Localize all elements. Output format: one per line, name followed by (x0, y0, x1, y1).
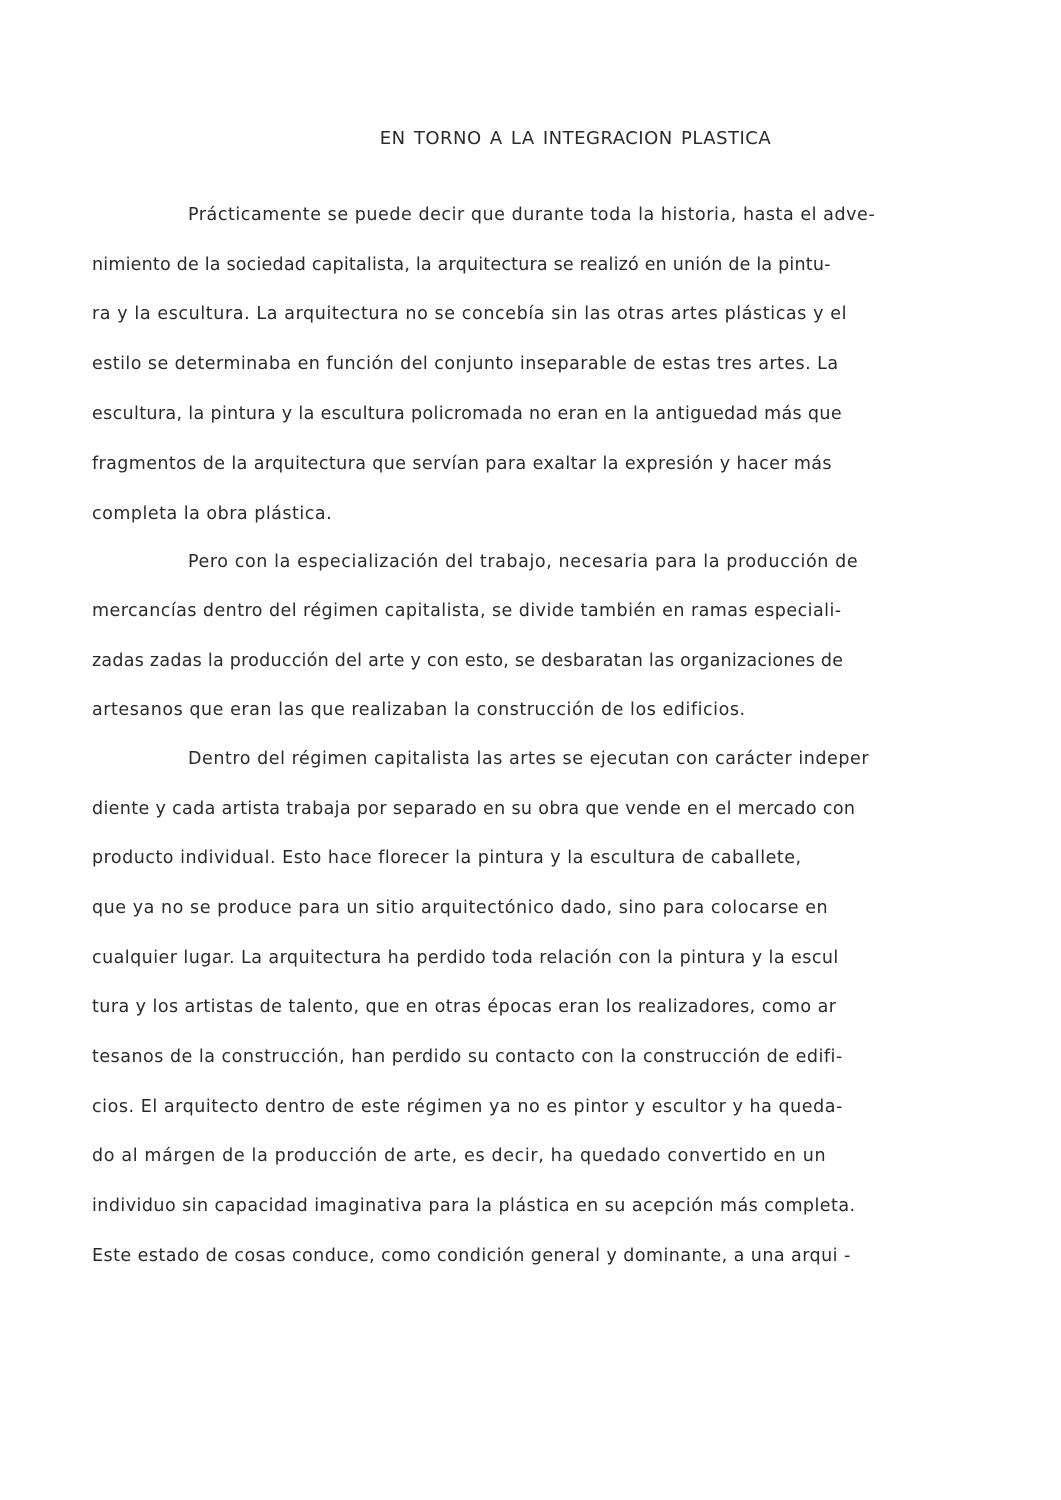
paragraph-line: tura y los artistas de talento, que en otras épocas eran los realizadores, como ar (92, 997, 837, 1017)
paragraph-line: escultura, la pintura y la escultura policromada no eran en la antiguedad más que (92, 404, 842, 424)
paragraph-line: mercancías dentro del régimen capitalista, se divide también en ramas especiali- (92, 601, 842, 621)
paragraph-line: do al márgen de la producción de arte, es decir, ha quedado convertido en un (92, 1146, 827, 1166)
paragraph-line: Prácticamente se puede decir que durante toda la historia, hasta el adve- (188, 205, 876, 225)
paragraph-line: cualquier lugar. La arquitectura ha perdido toda relación con la pintura y la escul (92, 948, 839, 968)
paragraph-line: completa la obra plástica. (92, 504, 333, 524)
paragraph-line: tesanos de la construcción, han perdido su contacto con la construcción de edifi- (92, 1047, 843, 1067)
paragraph-line: diente y cada artista trabaja por separado en su obra que vende en el mercado con (92, 799, 856, 819)
paragraph-line: nimiento de la sociedad capitalista, la arquitectura se realizó en unión de la pintu- (92, 255, 831, 275)
paragraph-line: cios. El arquitecto dentro de este régimen ya no es pintor y escultor y ha queda- (92, 1097, 843, 1117)
paragraph-line: artesanos que eran las que realizaban la construcción de los edificios. (92, 700, 746, 720)
paragraph-line: zadas zadas la producción del arte y con esto, se desbaratan las organizaciones de (92, 651, 844, 671)
paragraph-line: Pero con la especialización del trabajo, necesaria para la producción de (188, 552, 859, 572)
paragraph-line: producto individual. Esto hace florecer la pintura y la escultura de caballete, (92, 848, 802, 868)
paragraph-line: individuo sin capacidad imaginativa para la plástica en su acepción más completa. (92, 1196, 856, 1216)
paragraph-line: estilo se determinaba en función del conjunto inseparable de estas tres artes. La (92, 354, 839, 374)
paragraph-line: Este estado de cosas conduce, como condición general y dominante, a una arqui - (92, 1246, 851, 1266)
paragraph-line: Dentro del régimen capitalista las artes se ejecutan con carácter indeper (188, 749, 870, 769)
paragraph-line: que ya no se produce para un sitio arquitectónico dado, sino para colocarse en (92, 898, 829, 918)
document-title: EN TORNO A LA INTEGRACION PLASTICA (379, 128, 772, 149)
paragraph-line: ra y la escultura. La arquitectura no se concebía sin las otras artes plásticas y el (92, 304, 848, 324)
paragraph-line: fragmentos de la arquitectura que servían para exaltar la expresión y hacer más (92, 454, 832, 474)
